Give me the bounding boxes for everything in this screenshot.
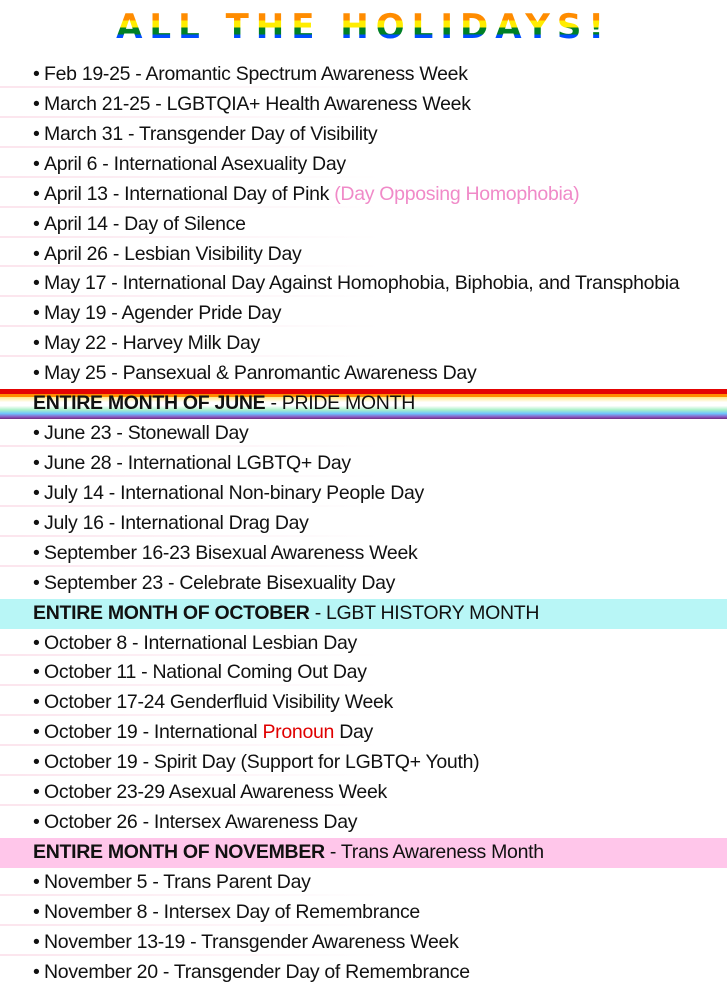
list-item [0, 240, 727, 270]
list-item [0, 958, 727, 988]
month-banner-title: ENTIRE MONTH OF JUNE [33, 392, 266, 415]
bullet-icon: • [33, 631, 40, 654]
list-item [0, 509, 727, 539]
list-item-text: May 25 - Pansexual & Panromantic Awareness Day [44, 362, 477, 385]
bullet-icon: • [33, 422, 40, 445]
list-item [0, 569, 727, 599]
list-item-text: October 17-24 Genderfluid Visibility Week [44, 691, 393, 714]
list-item-text: April 14 - Day of Silence [44, 212, 246, 235]
bullet-icon: • [33, 900, 40, 923]
list-item-text: April 26 - Lesbian Visibility Day [44, 242, 302, 265]
list-item-text: April 13 - International Day of Pink [44, 182, 335, 205]
bullet-icon: • [33, 721, 40, 744]
bullet-icon: • [33, 451, 40, 474]
list-item-text: May 22 - Harvey Milk Day [44, 332, 261, 355]
bullet-icon: • [33, 92, 40, 115]
month-banner-october [0, 599, 727, 629]
bullet-icon: • [33, 481, 40, 504]
list-item [0, 329, 727, 359]
bullet-icon: • [33, 960, 40, 983]
list-item-highlight: Pronoun [262, 721, 335, 744]
list-item-text: Feb 19-25 - Aromantic Spectrum Awareness Week [44, 63, 468, 85]
month-banner-subtitle: - LGBT HISTORY MONTH [309, 601, 540, 624]
list-item-text: October 8 - International Lesbian Day [44, 631, 358, 654]
bullet-icon: • [33, 781, 40, 804]
bullet-icon: • [33, 362, 40, 385]
holiday-list [0, 60, 727, 988]
list-item-text: March 31 - Transgender Day of Visibility [44, 122, 378, 145]
bullet-icon: • [33, 302, 40, 325]
bullet-icon: • [33, 332, 40, 355]
bullet-icon: • [33, 182, 40, 205]
list-item [0, 898, 727, 928]
month-banner-november [0, 838, 727, 868]
list-item-text: April 6 - International Asexuality Day [44, 152, 346, 175]
bullet-icon: • [33, 152, 40, 175]
list-item [0, 629, 727, 659]
bullet-icon: • [33, 541, 40, 564]
bullet-icon: • [33, 751, 40, 774]
list-item [0, 120, 727, 150]
list-item-highlight: (Day Opposing Homophobia) [334, 182, 580, 205]
bullet-icon: • [33, 930, 40, 953]
list-item-text: March 21-25 - LGBTQIA+ Health Awareness Week [44, 92, 471, 115]
list-item [0, 658, 727, 688]
bullet-icon: • [33, 511, 40, 534]
list-item [0, 778, 727, 808]
list-item [0, 449, 727, 479]
bullet-icon: • [33, 272, 40, 295]
list-item [0, 210, 727, 240]
list-item [0, 299, 727, 329]
bullet-icon: • [33, 212, 40, 235]
list-item-text: November 20 - Transgender Day of Remembrance [44, 960, 470, 983]
list-item [0, 539, 727, 569]
bullet-icon: • [33, 691, 40, 714]
page-title: ALL THE HOLIDAYS! [0, 6, 727, 48]
bullet-icon: • [33, 870, 40, 893]
list-item [0, 928, 727, 958]
list-item [0, 748, 727, 778]
month-banner-subtitle: - Trans Awareness Month [324, 840, 544, 863]
list-item-text: May 17 - International Day Against Homophobia, Biphobia, and Transphobia [44, 272, 680, 295]
bullet-icon: • [33, 661, 40, 684]
list-item [0, 359, 727, 389]
list-item-text: September 23 - Celebrate Bisexuality Day [44, 571, 396, 594]
list-item-text: May 19 - Agender Pride Day [44, 302, 282, 325]
list-item-text: July 14 - International Non-binary People Day [44, 481, 424, 504]
month-banner-subtitle: - PRIDE MONTH [265, 392, 415, 415]
list-item-text: October 19 - International [44, 721, 263, 744]
list-item [0, 868, 727, 898]
month-banner-title: ENTIRE MONTH OF NOVEMBER [33, 840, 325, 863]
list-item-text: November 5 - Trans Parent Day [44, 870, 311, 893]
bullet-icon: • [33, 242, 40, 265]
bullet-icon: • [33, 122, 40, 145]
list-item [0, 269, 727, 299]
list-item [0, 808, 727, 838]
list-item-text-suffix: Day [334, 721, 373, 744]
list-item [0, 688, 727, 718]
list-item-text: October 26 - Intersex Awareness Day [44, 811, 358, 834]
list-item [0, 718, 727, 748]
list-item-text: November 13-19 - Transgender Awareness Week [44, 930, 459, 953]
list-item [0, 60, 727, 90]
list-item-text: September 16-23 Bisexual Awareness Week [44, 541, 418, 564]
bullet-icon: • [33, 571, 40, 594]
list-item-text: October 11 - National Coming Out Day [44, 661, 367, 684]
list-item-text: November 8 - Intersex Day of Remembrance [44, 900, 420, 923]
list-item [0, 419, 727, 449]
list-item-text: June 23 - Stonewall Day [44, 422, 249, 445]
bullet-icon: • [33, 811, 40, 834]
list-item [0, 479, 727, 509]
list-item-text: October 23-29 Asexual Awareness Week [44, 781, 387, 804]
list-item [0, 90, 727, 120]
bullet-icon: • [33, 63, 40, 85]
list-item-text: June 28 - International LGBTQ+ Day [44, 451, 351, 474]
list-item-text: July 16 - International Drag Day [44, 511, 309, 534]
month-banner-june [0, 389, 727, 419]
list-item [0, 150, 727, 180]
month-banner-title: ENTIRE MONTH OF OCTOBER [33, 601, 310, 624]
list-item-text: October 19 - Spirit Day (Support for LGBTQ+ Youth) [44, 751, 480, 774]
list-item [0, 180, 727, 210]
